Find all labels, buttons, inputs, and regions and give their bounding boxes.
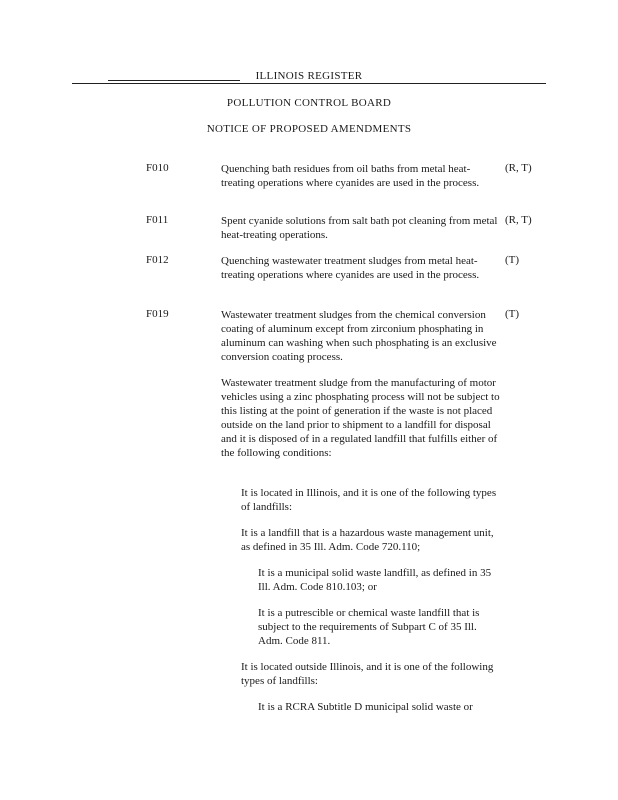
condition-municipal-landfill: It is a municipal solid waste landfill, as defined in 35 Ill. Adm. Code 810.103; or [258,567,492,593]
notice-title: NOTICE OF PROPOSED AMENDMENTS [206,123,412,135]
waste-description-f012: Quenching wastewater treatment sludges from metal heat-treating operations where cyanides are used in the process. [221,255,480,281]
header-rule [72,83,546,84]
waste-code-f011: F011 [146,214,169,226]
condition-outside-illinois: It is located outside Illinois, and it is one of the following types of landfills: [241,661,494,687]
condition-in-illinois: It is located in Illinois, and it is one of the following types of landfills: [241,487,497,513]
condition-putrescible-landfill: It is a putrescible or chemical waste landfill that is subject to the requirements of Subpart C of 35 Ill. Adm. Code 811. [258,607,480,647]
condition-hazardous-landfill: It is a landfill that is a hazardous waste management unit, as defined in 35 Ill. Adm. Code 720.110; [241,527,494,553]
f019-exclusion-paragraph: Wastewater treatment sludge from the manufacturing of motor vehicles using a zinc phosphating process will not be subject to this listing at the point of generation if the waste is not placed outside on the land prior to shipment to a landfill for disposal and it is disposed of in a regulated landfill that fulfills either of the following conditions: [221,377,500,459]
register-title: ILLINOIS REGISTER [255,70,363,82]
waste-code-f019: F019 [146,308,169,320]
waste-description-f019: Wastewater treatment sludges from the chemical conversion coating of aluminum except from zirconium phosphating in aluminum can washing when such phosphating is an exclusive conversion coating process. [221,309,497,363]
waste-code-f012: F012 [146,254,169,266]
waste-description-f011: Spent cyanide solutions from salt bath pot cleaning from metal heat-treating operations. [221,215,498,241]
waste-code-f010: F010 [146,162,169,174]
condition-rcra-landfill: It is a RCRA Subtitle D municipal solid waste or [258,701,473,713]
hazard-code-f011: (R, T) [505,214,532,226]
board-title: POLLUTION CONTROL BOARD [226,97,392,109]
hazard-code-f010: (R, T) [505,162,532,174]
waste-description-f010: Quenching bath residues from oil baths from metal heat-treating operations where cyanides are used in the process. [221,163,480,189]
hazard-code-f012: (T) [505,254,520,266]
hazard-code-f019: (T) [505,308,520,320]
